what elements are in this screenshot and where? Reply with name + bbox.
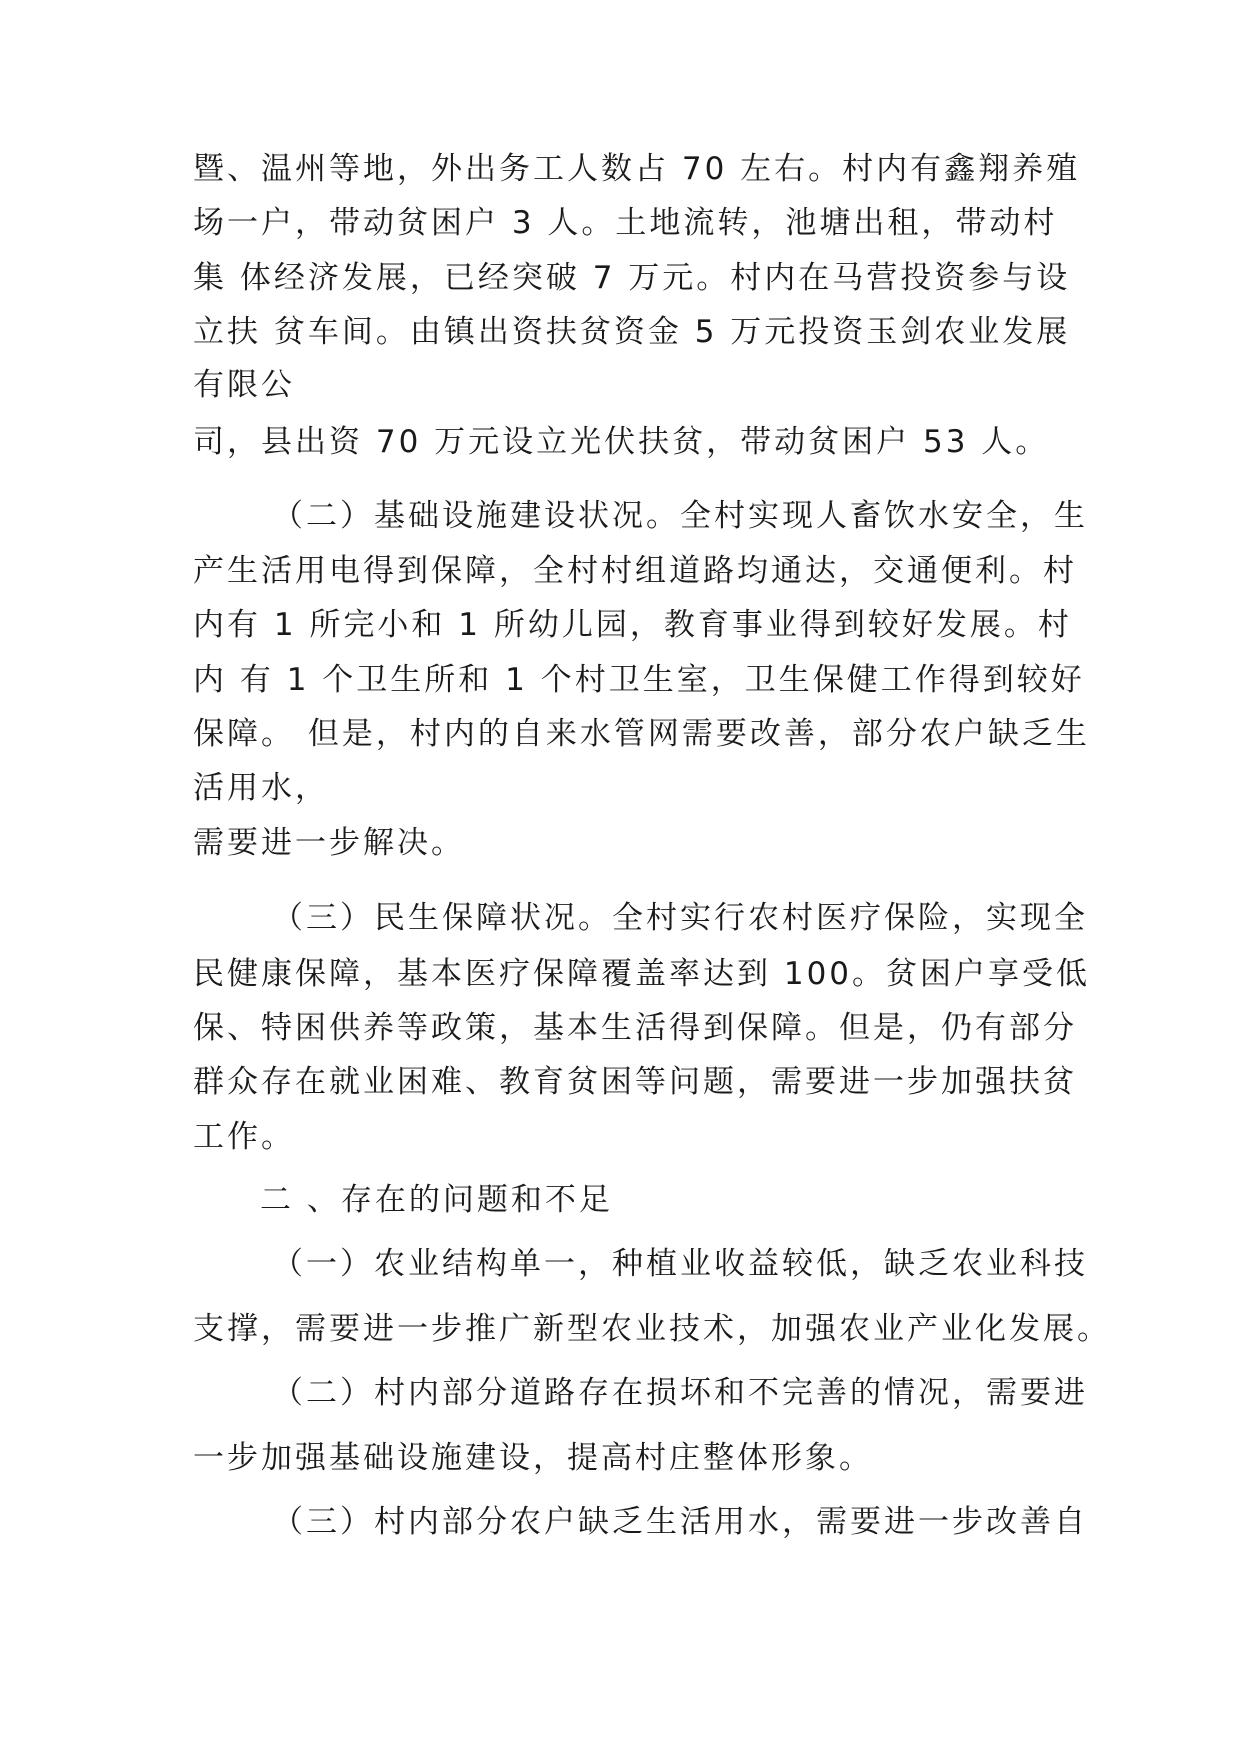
text-line: 一步加强基础设施建设，提高村庄整体形象。 <box>193 1440 873 1476</box>
text-line: 群众存在就业困难、教育贫困等问题，需要进一步加强扶贫 <box>193 1064 1077 1100</box>
text-line: 暨、温州等地，外出务工人数占 70 左右。村内有鑫翔养殖 <box>193 151 1081 187</box>
problem-item-2: （二）村内部分道路存在损坏和不完善的情况，需要进 <box>272 1375 1088 1411</box>
section-heading-problems: 二 、存在的问题和不足 <box>260 1182 613 1218</box>
problem-item-1: （一）农业结构单一，种植业收益较低，缺乏农业科技 <box>272 1246 1088 1282</box>
text-line: 立扶 贫车间。由镇出资扶贫资金 5 万元投资玉剑农业发展 <box>193 314 1071 350</box>
text-line: 保、特困供养等政策，基本生活得到保障。但是，仍有部分 <box>193 1010 1077 1046</box>
text-line: 活用水， <box>193 770 329 806</box>
text-line: 内有 1 所完小和 1 所幼儿园，教育事业得到较好发展。村 <box>193 607 1072 643</box>
text-line: 民健康保障，基本医疗保障覆盖率达到 100。贫困户享受低 <box>193 956 1091 992</box>
text-line: 产生活用电得到保障，全村村组道路均通达，交通便利。村 <box>193 553 1077 589</box>
text-line: 保障。 但是，村内的自来水管网需要改善，部分农户缺乏生 <box>193 716 1090 752</box>
text-line: 司，县出资 70 万元设立光伏扶贫，带动贫困户 53 人。 <box>193 424 1050 460</box>
text-line: 需要进一步解决。 <box>193 825 465 861</box>
problem-item-3: （三）村内部分农户缺乏生活用水，需要进一步改善自 <box>272 1504 1088 1540</box>
section-heading-infrastructure: （二）基础设施建设状况。全村实现人畜饮水安全，生 <box>272 498 1088 534</box>
text-line: 有限公 <box>193 367 295 403</box>
text-line: 支撑，需要进一步推广新型农业技术，加强农业产业化发展。 <box>193 1311 1111 1347</box>
text-line: 工作。 <box>193 1119 295 1155</box>
text-line: 集 体经济发展，已经突破 7 万元。村内在马营投资参与设 <box>193 260 1071 296</box>
section-heading-livelihood: （三）民生保障状况。全村实行农村医疗保险，实现全 <box>272 900 1088 936</box>
text-line: 内 有 1 个卫生所和 1 个村卫生室，卫生保健工作得到较好 <box>193 662 1085 698</box>
text-line: 场一户，带动贫困户 3 人。土地流转，池塘出租，带动村 <box>193 205 1058 241</box>
